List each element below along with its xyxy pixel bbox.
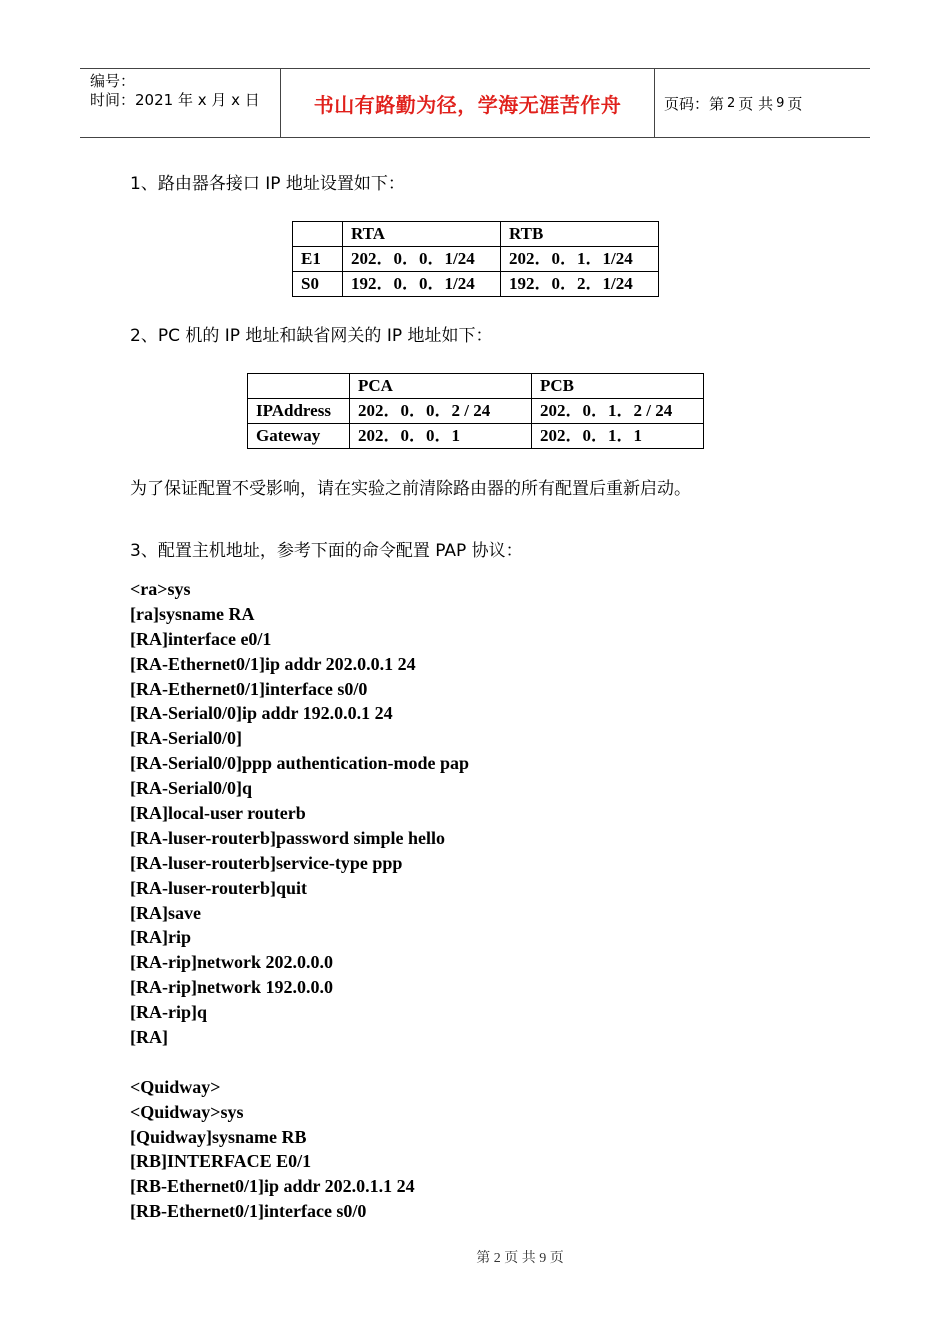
table-cell: IPAddress	[248, 399, 350, 424]
page-header	[80, 68, 870, 138]
table-cell: 202．0．1．1	[532, 424, 704, 449]
command-line: [RA]interface e0/1	[130, 628, 272, 649]
command-line: <ra>sys	[130, 579, 191, 599]
command-line: [RA]save	[130, 902, 201, 923]
command-line: [RB-Ethernet0/1]interface s0/0	[130, 1201, 367, 1222]
command-line: [RA-Serial0/0]	[130, 728, 242, 749]
table-cell: E1	[293, 247, 343, 272]
table-cell: PCA	[350, 374, 532, 399]
table-cell: Gateway	[248, 424, 350, 449]
table-cell: 192．0．0．1/24	[343, 272, 501, 297]
table-cell: 202．0．0．1/24	[343, 247, 501, 272]
header-page-info	[655, 69, 870, 137]
page-prefix: 页码：第	[664, 94, 725, 113]
table-cell	[248, 374, 350, 399]
command-line: <Quidway>sys	[130, 1101, 244, 1122]
table-cell	[293, 222, 343, 247]
command-line: [RA-luser-routerb]quit	[130, 877, 307, 898]
table-cell: 192．0．2．1/24	[501, 272, 659, 297]
table-cell: 202．0．1．1/24	[501, 247, 659, 272]
table-row	[293, 272, 659, 297]
table-header-row	[293, 222, 659, 247]
table-cell: 202．0．0．2 / 24	[350, 399, 532, 424]
table-cell: 202．0．1．2 / 24	[532, 399, 704, 424]
page-number: 2	[727, 95, 736, 111]
command-line: [RA-Ethernet0/1]interface s0/0	[130, 678, 368, 699]
command-line: [RA-luser-routerb]service-type ppp	[130, 852, 403, 873]
table-cell: 202．0．0．1	[350, 424, 532, 449]
command-line: [RA-Serial0/0]q	[130, 778, 252, 799]
page-footer: 第 2 页 共 9 页	[476, 1251, 564, 1266]
page-suffix: 页	[787, 94, 803, 113]
command-line: [RB-Ethernet0/1]ip addr 202.0.1.1 24	[130, 1176, 415, 1197]
table-row	[248, 399, 704, 424]
command-line: [RA-luser-routerb]password simple hello	[130, 827, 445, 848]
command-line: [RA-rip]network 202.0.0.0	[130, 952, 333, 973]
command-line: [Quidway]sysname RB	[130, 1126, 307, 1147]
page-mid: 页 共	[738, 94, 774, 113]
command-line: <Quidway>	[130, 1076, 221, 1097]
command-line: [RA-Serial0/0]ip addr 192.0.0.1 24	[130, 703, 393, 724]
header-meta	[80, 69, 281, 137]
table-row	[293, 247, 659, 272]
command-line: [RA]rip	[130, 927, 191, 948]
command-line: [RA-rip]network 192.0.0.0	[130, 977, 333, 998]
header-motto: 书山有路勤为径，学海无涯苦作舟	[281, 69, 655, 137]
command-line: [RA]local-user routerb	[130, 803, 306, 824]
table-cell: RTB	[501, 222, 659, 247]
section3-heading: 3、配置主机地址，参考下面的命令配置 PAP 协议：	[130, 541, 523, 561]
command-line: [RA]	[130, 1027, 168, 1048]
command-line: [RA-Serial0/0]ppp authentication-mode pap	[130, 753, 470, 774]
section1-heading: 1、路由器各接口 IP 地址设置如下：	[130, 174, 405, 194]
page-total: 9	[776, 95, 785, 111]
command-line: [RB]INTERFACE E0/1	[130, 1151, 312, 1172]
table-cell: RTA	[343, 222, 501, 247]
doc-number-label: 编号：	[90, 72, 136, 90]
doc-time-label: 时间：2021 年 x 月 x 日	[90, 91, 260, 109]
section2-heading: 2、PC 机的 IP 地址和缺省网关的 IP 地址如下：	[130, 326, 493, 346]
command-line: [ra]sysname RA	[130, 603, 255, 624]
config-note: 为了保证配置不受影响，请在实验之前清除路由器的所有配置后重新启动。	[130, 479, 691, 499]
command-listing	[130, 577, 469, 1224]
pc-ip-table	[247, 373, 704, 449]
table-row	[248, 424, 704, 449]
command-line: [RA-rip]q	[130, 1002, 207, 1023]
table-cell: PCB	[532, 374, 704, 399]
router-ip-table	[292, 221, 659, 297]
command-line	[130, 1050, 469, 1075]
table-cell: S0	[293, 272, 343, 297]
command-line: [RA-Ethernet0/1]ip addr 202.0.0.1 24	[130, 653, 416, 674]
table-header-row	[248, 374, 704, 399]
